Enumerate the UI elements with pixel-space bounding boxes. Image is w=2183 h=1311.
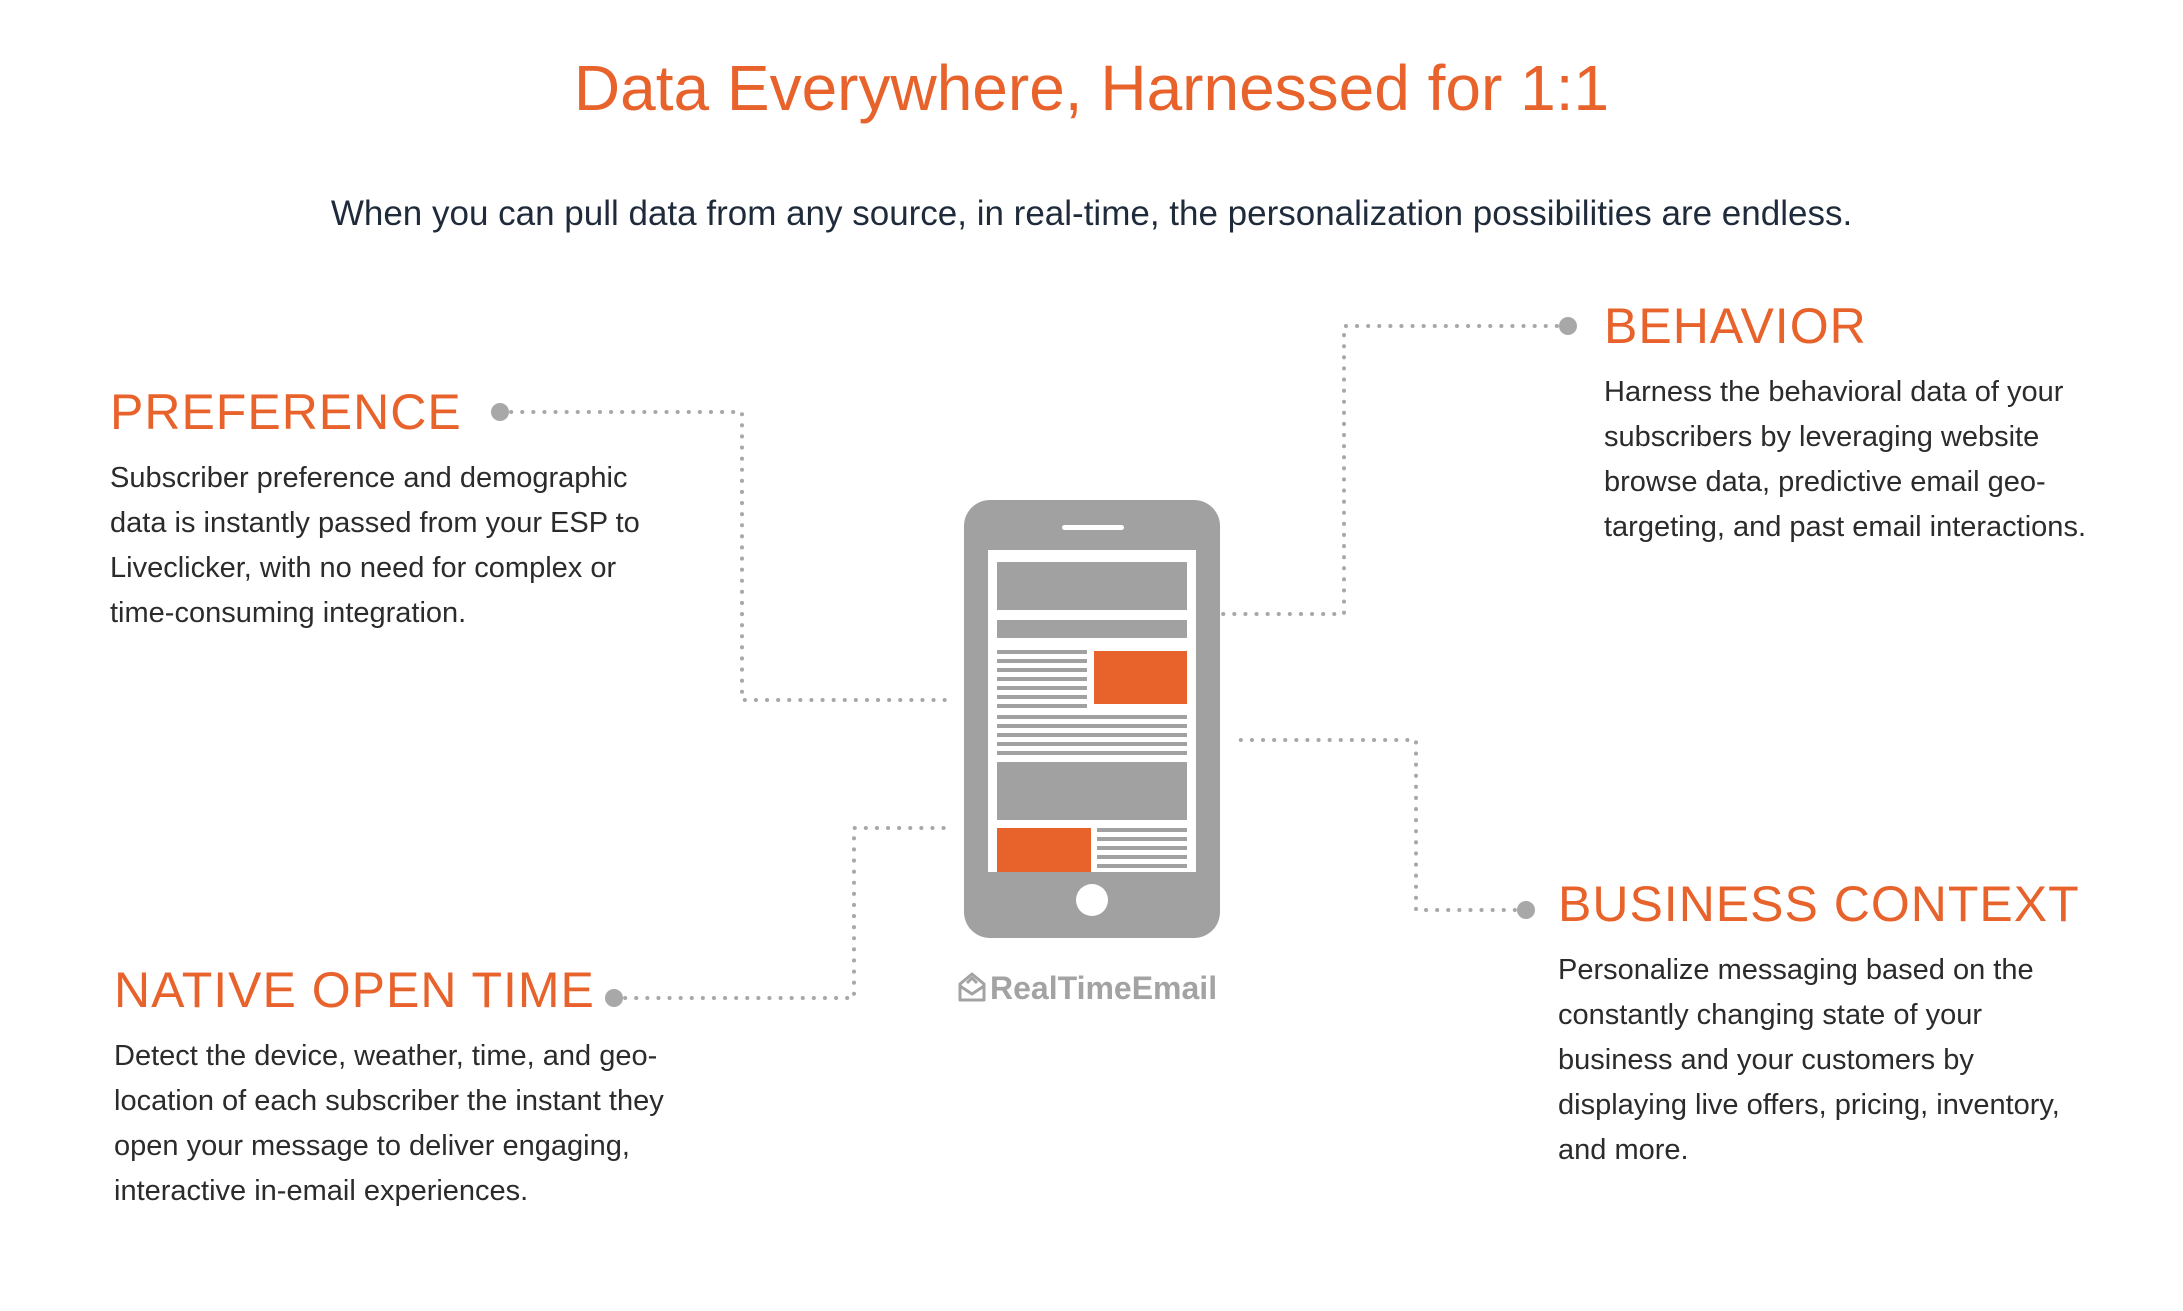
native-open-time-section: [114, 960, 674, 1214]
business-context-body: Personalize messaging based on the constantly changing state of your business and your customers by displaying live offers, pricing, inventory, and more.: [1558, 954, 2060, 1166]
preference-body: Subscriber preference and demographic data is instantly passed from your ESP to Liveclicker, with no need for complex or time-consuming integration.: [110, 462, 640, 629]
behavior-section: [1604, 296, 2104, 550]
page-title: Data Everywhere, Harnessed for 1:1: [573, 52, 1610, 124]
behavior-heading: BEHAVIOR: [1604, 298, 1867, 354]
brand-name: RealTimeEmail: [990, 970, 1218, 1006]
brand-logo: [958, 970, 1228, 1010]
connector-behavior: [1222, 326, 1568, 614]
behavior-body: Harness the behavioral data of your subscribers by leveraging website browse data, predictive email geo-targeting, and past email interactions.: [1604, 376, 2086, 543]
business-context-section: [1558, 874, 2098, 1173]
connector-dot-behavior: [1559, 317, 1577, 335]
connector-dot-business-context: [1517, 901, 1535, 919]
preference-section: [110, 382, 670, 636]
native-open-time-heading: NATIVE OPEN TIME: [114, 962, 595, 1018]
page-subtitle: When you can pull data from any source, in real-time, the personalization possibilities are endless.: [330, 194, 1853, 233]
connector-business-context: [1232, 740, 1526, 910]
smartphone-icon: [964, 500, 1220, 938]
native-open-time-body: Detect the device, weather, time, and geo-location of each subscriber the instant they open your message to deliver engaging, interactive in-email experiences.: [114, 1040, 664, 1207]
preference-heading: PREFERENCE: [110, 384, 462, 440]
business-context-heading: BUSINESS CONTEXT: [1558, 876, 2080, 932]
envelope-logo-icon: [958, 972, 986, 1010]
